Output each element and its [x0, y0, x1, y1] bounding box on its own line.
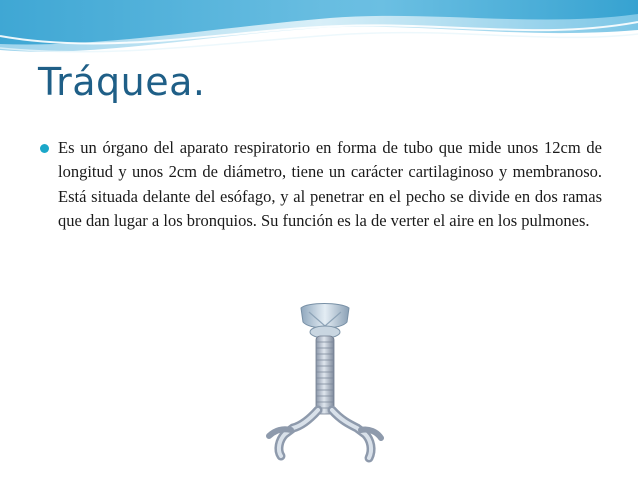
slide-title: Tráquea.: [38, 60, 206, 104]
list-item: [40, 136, 602, 233]
bullet-text: Es un órgano del aparato respiratorio en forma de tubo que mide unos 12cm de longitud y unos 2cm de diámetro, tiene un carácter cartilaginoso y membranoso. Está situada delante del esófago, y al penetrar en el pecho se divide en dos ramas que dan lugar a los bronquios. Su función es la de verter el aire en los pulmones.: [58, 138, 602, 230]
trachea-image: [221, 300, 431, 479]
slide-body: [40, 136, 602, 233]
header-wave-decoration: [0, 0, 638, 62]
bullet-dot-icon: [40, 144, 49, 153]
